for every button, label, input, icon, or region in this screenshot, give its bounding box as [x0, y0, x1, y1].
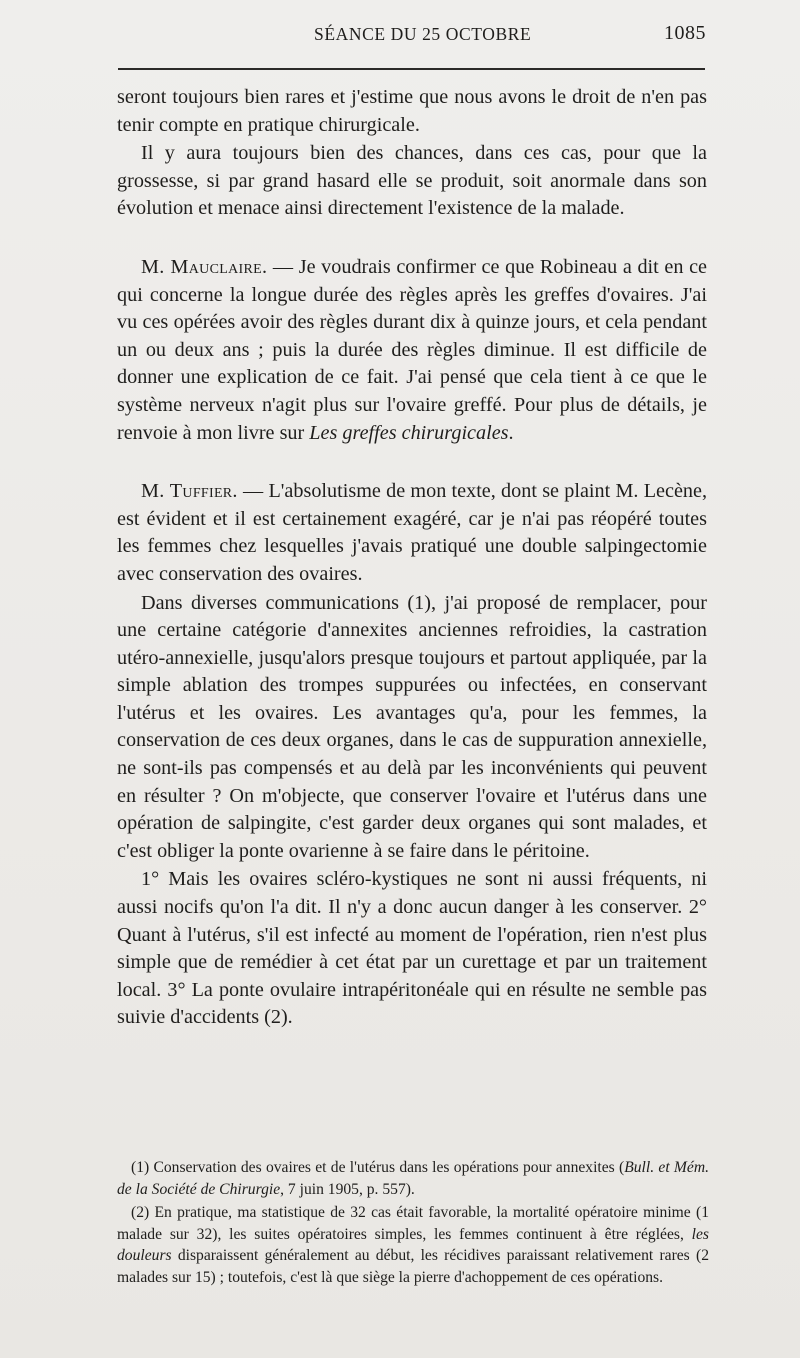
speaker-name: M. Tuffier.: [141, 480, 238, 503]
paragraph-text: Il y aura toujours bien des chances, dans ces cas, pour que la grossesse, si par grand hasard elle se produit, soit anormale dans son évolution et menace ainsi directement l'existence de la malade.: [117, 142, 707, 220]
paragraph: [117, 140, 707, 223]
speaker-paragraph-mauclaire: [117, 254, 707, 447]
footnote-text-end: , 7 juin 1905, p. 557).: [280, 1180, 415, 1198]
footnotes: [117, 1157, 709, 1291]
paragraph-text: — Je voudrais confirmer ce que Robineau a dit en ce qui concerne la longue durée des règles après les greffes d'ovaires. J'ai vu ces opérées avoir des règles durant dix à quinze jours, et cela pendant un ou deux ans ; puis la durée des règles diminue. Il est difficile de donner une explication de ce fait. J'ai pensé que cela tient à ce que le système nerveux n'agit plus sur l'ovaire greffé. Pour plus de détails, je renvoie à mon livre sur: [117, 255, 707, 444]
book-title: Les greffes chirurgicales: [309, 421, 509, 444]
paragraph-text: — L'absolutisme de mon texte, dont se plaint M. Lecène, est évident et il est certainement exagéré, car je n'ai pas réopéré toutes les femmes chez lesquelles j'avais pratiqué une double salpingectomie avec conservation des ovaires.: [117, 480, 708, 585]
footnote-1: [117, 1157, 709, 1200]
footnote-text: (1) Conservation des ovaires et de l'utérus dans les opérations pour annexites (: [131, 1159, 625, 1176]
paragraph: [117, 590, 707, 866]
running-title: SÉANCE DU 25 OCTOBRE: [314, 24, 532, 44]
speaker-paragraph-tuffier: [117, 478, 707, 588]
footnote-text: (2) En pratique, ma statistique de 32 cas était favorable, la mortalité opératoire minime (1 malade sur 32), les suites opératoires simples, les femmes continuent à être réglées,: [117, 1204, 709, 1243]
footnote-2: [117, 1202, 709, 1288]
footnote-emphasis: les douleurs: [117, 1225, 709, 1265]
paragraph-text: seront toujours bien rares et j'estime que nous avons le droit de n'en pas tenir compte en pratique chirurgicale.: [117, 86, 707, 136]
speaker-name: M. Mauclaire.: [141, 255, 268, 278]
paragraph-text: 1° Mais les ovaires scléro-kystiques ne sont ni aussi fréquents, ni aussi nocifs qu'on l'a dit. Il n'y a donc aucun danger à les conserver. 2° Quant à l'utérus, s'il est infecté au moment de l'opération, rien n'est plus simple que de remédier à cet état par un curettage et par un traitement local. 3° La ponte ovulaire intrapéritonéale qui en résulte ne semble pas suivie d'accidents (2).: [117, 868, 707, 1029]
paragraph-text-end: .: [508, 421, 514, 444]
page-number: 1085: [664, 22, 706, 44]
running-header: [118, 22, 708, 52]
paragraph-continuation: [117, 84, 707, 139]
paragraph: [117, 866, 707, 1032]
paragraph-text: Dans diverses communications (1), j'ai proposé de remplacer, pour une certaine catégorie d'annexites anciennes refroidies, la castration utéro-annexielle, jusqu'alors presque toujours et partout appliquée, par la simple ablation des trompes suppurées ou infectées, en conservant l'utérus et les ovaires. Les avantages qu'a, pour les femmes, la conservation de ces deux organes, dans le cas de suppuration annexielle, ne sont-ils pas compensés et au delà par les inconvénients qui peuvent en résulter ? On m'objecte, que conserver l'ovaire et l'utérus dans une opération de salpingite, c'est garder deux organes qui sont malades, et c'est obliger la ponte ovarienne à se faire dans le péritoine.: [117, 591, 707, 862]
footnote-citation: Bull. et Mém. de la Société de Chirurgie: [117, 1159, 709, 1198]
header-rule: [118, 68, 705, 70]
body-text: [117, 84, 707, 1032]
footnote-text-end: disparaissent généralement au début, les récidives paraissant relativement rares (2 malades sur 15) ; toutefois, c'est là que siège la pierre d'achoppement de ces opérations.: [117, 1247, 709, 1286]
